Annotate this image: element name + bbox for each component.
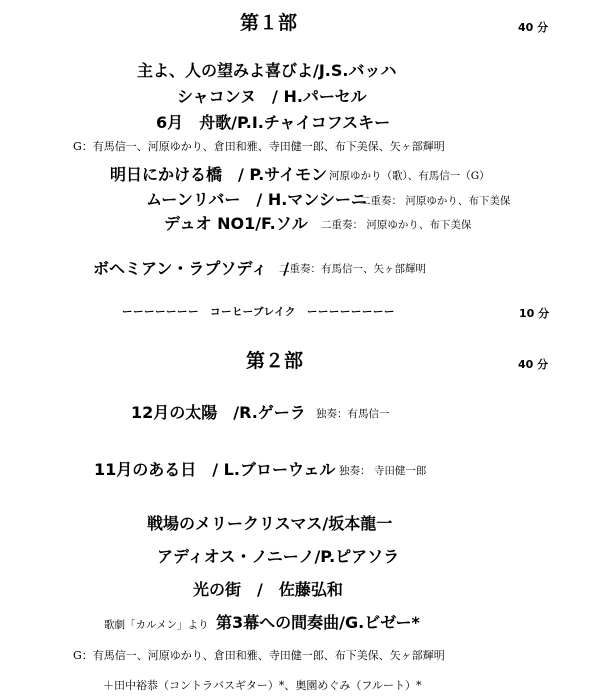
piece-title: 明日にかける橋 / P.サイモン <box>110 165 328 184</box>
piece-title: デュオ NO1/F.ソル <box>164 214 308 233</box>
piece-title: 第3幕への間奏曲/G.ビゼー* <box>216 613 420 632</box>
performer-note: 独奏： 寺田健一郎 <box>339 465 427 477</box>
break-duration: 10 分 <box>519 307 550 320</box>
part2-duration: 40 分 <box>518 358 549 371</box>
guest-list: ＋田中裕恭（コントラバスギター）*、奥園めぐみ（フルート）* <box>103 679 422 692</box>
piece-title: シャコンヌ / H.パーセル <box>177 87 367 106</box>
piece-title: 戦場のメリークリスマス/坂本龍一 <box>147 514 393 533</box>
piece-title: 12月の太陽 /R.ゲーラ <box>131 403 306 422</box>
piece-title: 11月のある日 / L.ブローウェル <box>94 460 336 479</box>
performer-note: 河原ゆかり（歌）、有馬信一（G） <box>329 170 490 182</box>
piece-title: 6月 舟歌/P.I.チャイコフスキー <box>156 113 391 132</box>
performer-note: 二重奏： 河原ゆかり、布下美保 <box>360 195 511 207</box>
piece-title: 主よ、人の望みよ喜びよ/J.S.バッハ <box>137 61 397 80</box>
performer-note: 二重奏： 河原ゆかり、布下美保 <box>321 219 472 231</box>
finale-prefix: 歌劇「カルメン」より <box>104 619 209 631</box>
piece-title: ボヘミアン・ラプソディ / <box>93 259 289 278</box>
piece-title: ムーンリバー / H.マンシーニ <box>146 190 367 209</box>
part2-heading: 第２部 <box>246 350 304 372</box>
guitarist-list: G：有馬信一、河原ゆかり、倉田和雅、寺田健一郎、布下美保、矢ヶ部輝明 <box>73 649 445 662</box>
part1-heading: 第１部 <box>240 12 298 34</box>
coffee-break: ーーーーーーー コーヒーブレイク ーーーーーーーー <box>122 306 395 318</box>
performer-note: 独奏：有馬信一 <box>316 408 390 420</box>
performer-note: 二重奏：有馬信一、矢ヶ部輝明 <box>279 263 426 275</box>
guitarist-list: G：有馬信一、河原ゆかり、倉田和雅、寺田健一郎、布下美保、矢ヶ部輝明 <box>73 140 445 153</box>
part1-duration: 40 分 <box>518 21 549 34</box>
piece-title: 光の街 / 佐藤弘和 <box>193 580 343 599</box>
piece-title: アディオス・ノニーノ/P.ピアソラ <box>157 547 400 566</box>
